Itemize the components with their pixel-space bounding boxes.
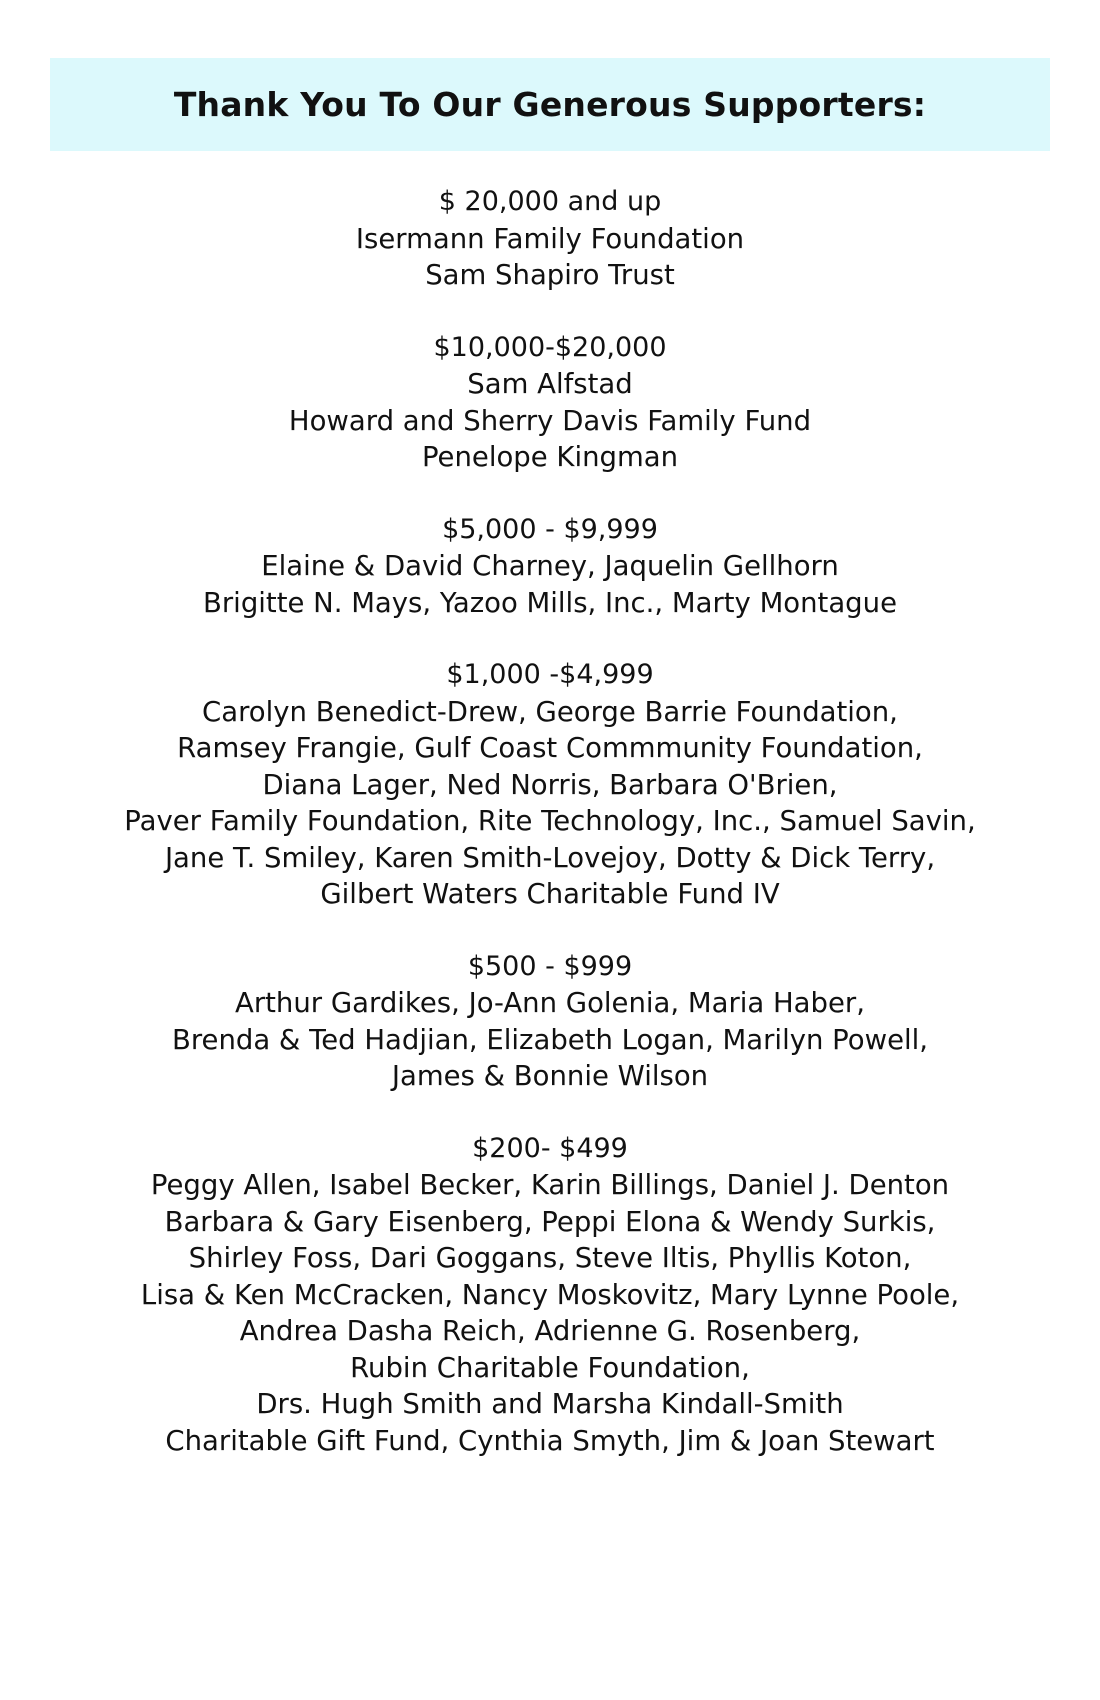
supporter-line: Isermann Family Foundation: [355, 222, 745, 255]
supporter-line: Penelope Kingman: [421, 441, 679, 473]
tier-range-label: $500 - $999: [467, 950, 633, 982]
header-banner: [50, 58, 1050, 151]
tier-range-label: $10,000-$20,000: [433, 331, 667, 363]
supporters-list: [0, 184, 1100, 1495]
tier-range-label: $1,000 -$4,999: [446, 659, 654, 690]
supporter-line: Paver Family Foundation, Rite Technology, Inc., Samuel Savin,: [124, 805, 976, 837]
supporter-line: Arthur Gardikes, Jo-Ann Golenia, Maria Haber,: [235, 987, 865, 1019]
tier-500-999: [0, 949, 1100, 1095]
supporter-line: Sam Alfstad: [467, 368, 633, 400]
tier-range-label: $ 20,000 and up: [438, 186, 662, 217]
supporter-line: Peggy Allen, Isabel Becker, Karin Billings, Daniel J. Denton: [150, 1169, 950, 1201]
tier-10000-20000: [0, 330, 1100, 476]
supporter-line: Brenda & Ted Hadjian, Elizabeth Logan, Marilyn Powell,: [171, 1023, 929, 1056]
supporter-line: Rubin Charitable Foundation,: [350, 1351, 750, 1384]
supporter-line: Gilbert Waters Charitable Fund IV: [320, 878, 780, 910]
supporter-line: Diana Lager, Ned Norris, Barbara O'Brien,: [262, 768, 838, 801]
supporter-line: Howard and Sherry Davis Family Fund: [288, 404, 812, 437]
supporter-line: Drs. Hugh Smith and Marsha Kindall-Smith: [256, 1388, 844, 1420]
supporter-line: Elaine & David Charney, Jaquelin Gellhorn: [261, 550, 839, 582]
supporter-line: James & Bonnie Wilson: [391, 1060, 709, 1092]
supporter-line: Barbara & Gary Eisenberg, Peppi Elona & Wendy Surkis,: [164, 1205, 936, 1238]
supporter-line: Lisa & Ken McCracken, Nancy Moskovitz, Mary Lynne Poole,: [140, 1278, 960, 1311]
supporter-line: Shirley Foss, Dari Goggans, Steve Iltis, Phyllis Koton,: [188, 1242, 912, 1274]
tier-range-label: $200- $499: [472, 1132, 628, 1164]
supporter-line: Sam Shapiro Trust: [425, 259, 675, 291]
supporter-line: Ramsey Frangie, Gulf Coast Commmunity Foundation,: [177, 732, 923, 764]
tier-1000-4999: [0, 657, 1100, 913]
page-title: Thank You To Our Generous Supporters:: [173, 85, 927, 124]
tier-range-label: $5,000 - $9,999: [442, 513, 658, 545]
supporter-line: Charitable Gift Fund, Cynthia Smyth, Jim & Joan Stewart: [165, 1424, 935, 1457]
tier-5000-9999: [0, 512, 1100, 622]
supporter-line: Carolyn Benedict-Drew, George Barrie Foundation,: [202, 695, 898, 728]
supporter-line: Andrea Dasha Reich, Adrienne G. Rosenberg,: [239, 1315, 861, 1347]
supporter-line: Brigitte N. Mays, Yazoo Mills, Inc., Marty Montague: [203, 586, 897, 619]
tier-200-499: [0, 1131, 1100, 1460]
tier-20000-and-up: [0, 184, 1100, 294]
supporter-line: Jane T. Smiley, Karen Smith-Lovejoy, Dotty & Dick Terry,: [164, 841, 936, 874]
